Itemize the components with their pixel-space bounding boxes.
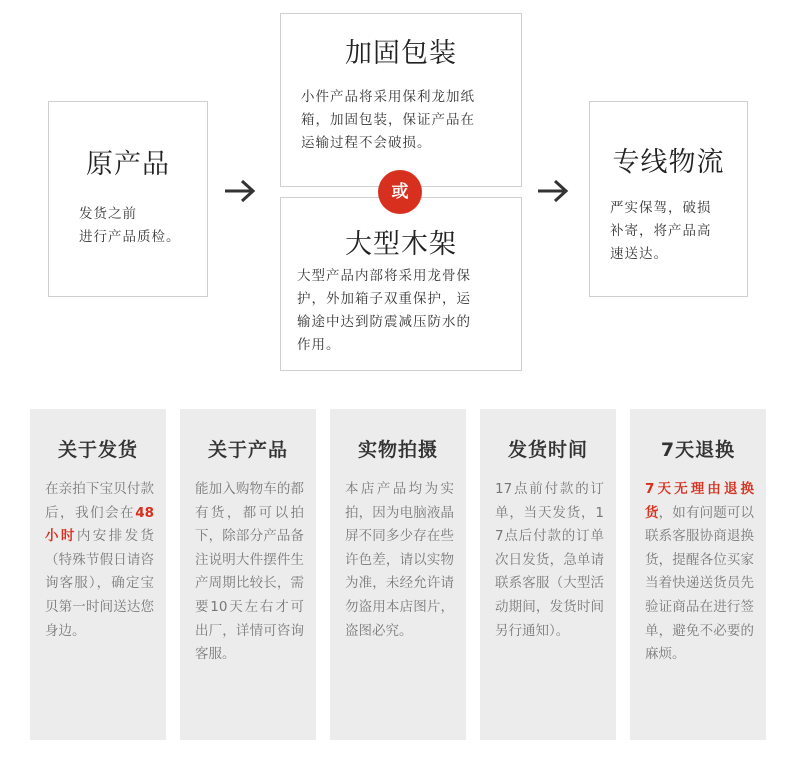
card-shipping-time	[480, 409, 616, 740]
original-product-box	[48, 101, 208, 297]
card-body	[645, 478, 754, 667]
card-body	[45, 478, 154, 643]
card-text: ，如有问题可以联系客服协商退换货，提醒各位买家当着快递送货员先验证商品在进行签单，避免不必要的麻烦。	[645, 504, 755, 663]
original-product-title: 原产品	[86, 149, 170, 180]
card-text: 能加入购物车的都有货，都可以拍下，除部分产品备注说明大件摆件生产周期比较长，需要10天左右才可出厂，详情可咨询客服。	[195, 481, 304, 663]
card-title: 实物拍摄	[357, 439, 438, 461]
wooden-crate-desc	[297, 265, 507, 357]
wooden-crate-box	[280, 197, 522, 371]
card-text: 在亲拍下宝贝付款后，我们会在	[45, 481, 154, 521]
desc-line: 速送达。	[610, 246, 668, 262]
right-arrow-icon	[535, 178, 571, 204]
card-body	[345, 478, 454, 643]
reinforced-packaging-desc	[301, 86, 507, 155]
card-text: 17点前付款的订单，当天发货，17点后付款的订单次日发货，急单请联系客服（大型活动期间，发货时间另行通知）。	[495, 481, 604, 639]
card-text: 内安排发货（特殊节假日请咨询客服），确定宝贝第一时间送达您身边。	[45, 528, 155, 639]
card-body	[195, 478, 304, 667]
desc-line: 严实保驾，破损	[610, 200, 712, 216]
wooden-crate-title: 大型木架	[345, 229, 457, 260]
reinforced-packaging-box	[280, 13, 522, 187]
desc-line: 运输过程不会破损。	[301, 135, 432, 151]
card-highlight: 7天无理由退换货	[645, 481, 754, 521]
reinforced-packaging-title: 加固包装	[345, 38, 457, 69]
desc-line: 作用。	[297, 337, 341, 353]
dedicated-logistics-desc	[610, 197, 735, 266]
dedicated-logistics-title: 专线物流	[612, 147, 725, 178]
card-highlight: 48小时	[45, 504, 154, 545]
card-title: 7天退换	[660, 439, 736, 461]
desc-line: 护，外加箱子双重保护，运	[297, 291, 471, 307]
or-badge: 或	[378, 170, 422, 214]
desc-line: 补寄，将产品高	[610, 223, 712, 239]
desc-line: 大型产品内部将采用龙骨保	[297, 268, 471, 284]
card-title: 发货时间	[507, 439, 588, 461]
desc-line: 输途中达到防震减压防水的	[297, 314, 471, 330]
desc-line: 进行产品质检。	[79, 229, 181, 245]
card-returns	[630, 409, 766, 740]
right-arrow-icon	[222, 178, 258, 204]
card-product	[180, 409, 316, 740]
original-product-desc	[79, 203, 207, 249]
dedicated-logistics-box	[589, 101, 748, 297]
card-shipping	[30, 409, 166, 740]
desc-line: 箱，加固包装，保证产品在	[301, 112, 475, 128]
card-text: 本店产品均为实拍，因为电脑液晶屏不同多少存在些许色差，请以实物为准，未经允许请勿盗用本店图片，盗图必究。	[345, 481, 454, 639]
desc-line: 小件产品将采用保利龙加纸	[301, 89, 475, 105]
card-title: 关于产品	[207, 439, 288, 461]
card-title: 关于发货	[57, 439, 138, 461]
card-real-photos	[330, 409, 466, 740]
card-body	[495, 478, 604, 643]
desc-line: 发货之前	[79, 206, 137, 222]
